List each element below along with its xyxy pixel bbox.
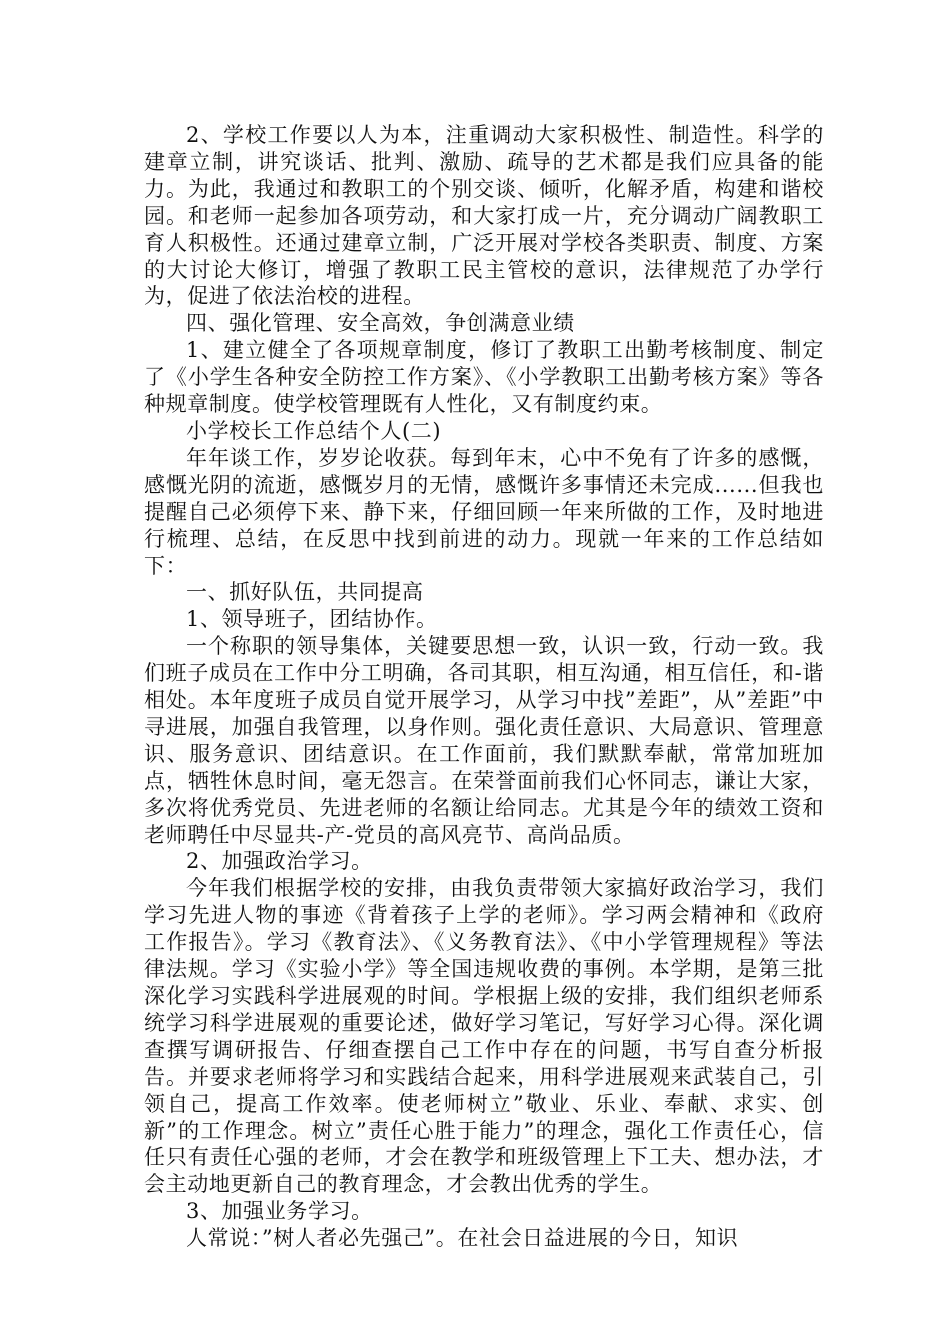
section-heading-team: 一、抓好队伍，共同提高 bbox=[186, 580, 424, 605]
paragraph-introduction: 年年谈工作，岁岁论收获。每到年末，心中不免有了许多的感慨，感慨光阴的流逝，感慨岁月的无情，感慨许多事情还未完成......但我也提醒自己必须停下来、静下来，仔细回顾一年来所做的工作，及时地进行梳理、总结，在反思中找到前进的动力。现就一年来的工作总结如下： bbox=[144, 445, 824, 578]
subsection-heading-leadership: 1、领导班子，团结协作。 bbox=[186, 607, 438, 632]
paragraph-rules-system: 1、建立健全了各项规章制度，修订了教职工出勤考核制度、制定了《小学生各种安全防控工作方案》、《小学教职工出勤考核方案》等各种规章制度。使学校管理既有人性化，又有制度约束。 bbox=[144, 338, 824, 417]
paragraph-political-study: 今年我们根据学校的安排，由我负责带领大家搞好政治学习，我们学习先进人物的事迹《背着孩子上学的老师》。学习两会精神和《政府工作报告》。学习《教育法》、《义务教育法》、《中小学管理规程》等法律法规。学习《实验小学》等全国违规收费的事例。本学期，是第三批深化学习实践科学进展观的时间。学根据上级的安排，我们组织老师系统学习科学进展观的重要论述，做好学习笔记，写好学习心得。深化调查撰写调研报告、仔细查摆自己工作中存在的问题，书写自查分析报告。并要求老师将学习和实践结合起来，用科学进展观来武装自己，引领自己，提高工作效率。使老师树立”敬业、乐业、奉献、求实、创新”的工作理念。树立”责任心胜于能力”的理念，强化工作责任心，信任只有责任心强的老师，才会在教学和班级管理上下工夫、想办法，才会主动地更新自己的教育理念，才会教出优秀的学生。 bbox=[144, 876, 824, 1197]
paragraph-staff-motivation: 2、学校工作要以人为本，注重调动大家积极性、制造性。科学的建章立制，讲究谈话、批判、激励、疏导的艺术都是我们应具备的能力。为此，我通过和教职工的个别交谈、倾听，化解矛盾，构建和谐校园。和老师一起参加各项劳动，和大家打成一片，充分调动广阔教职工育人积极性。还通过建章立制，广泛开展对学校各类职责、制度、方案的大讨论大修订，增强了教职工民主管校的意识，法律规范了办学行为，促进了依法治校的进程。 bbox=[144, 123, 824, 309]
document-body bbox=[144, 122, 824, 1252]
subsection-heading-professional-study: 3、加强业务学习。 bbox=[186, 1199, 373, 1224]
section-heading-management: 四、强化管理、安全高效，争创满意业绩 bbox=[186, 311, 575, 336]
paragraph-professional-study: 人常说：”树人者必先强己”。在社会日益进展的今日，知识 bbox=[186, 1226, 739, 1251]
paragraph-leadership: 一个称职的领导集体，关键要思想一致，认识一致，行动一致。我们班子成员在工作中分工明确，各司其职，相互沟通，相互信任，和-谐相处。本年度班子成员自觉开展学习，从学习中找”差距”，从”差距”中寻进展，加强自我管理，以身作则。强化责任意识、大局意识、管理意识、服务意识、团结意识。在工作面前，我们默默奉献，常常加班加点，牺牲休息时间，毫无怨言。在荣誉面前我们心怀同志，谦让大家，多次将优秀党员、先进老师的名额让给同志。尤其是今年的绩效工资和老师聘任中尽显共-产-党员的高风亮节、高尚品质。 bbox=[144, 634, 824, 847]
document-subtitle: 小学校长工作总结个人(二) bbox=[186, 418, 442, 443]
subsection-heading-political-study: 2、加强政治学习。 bbox=[186, 849, 373, 874]
